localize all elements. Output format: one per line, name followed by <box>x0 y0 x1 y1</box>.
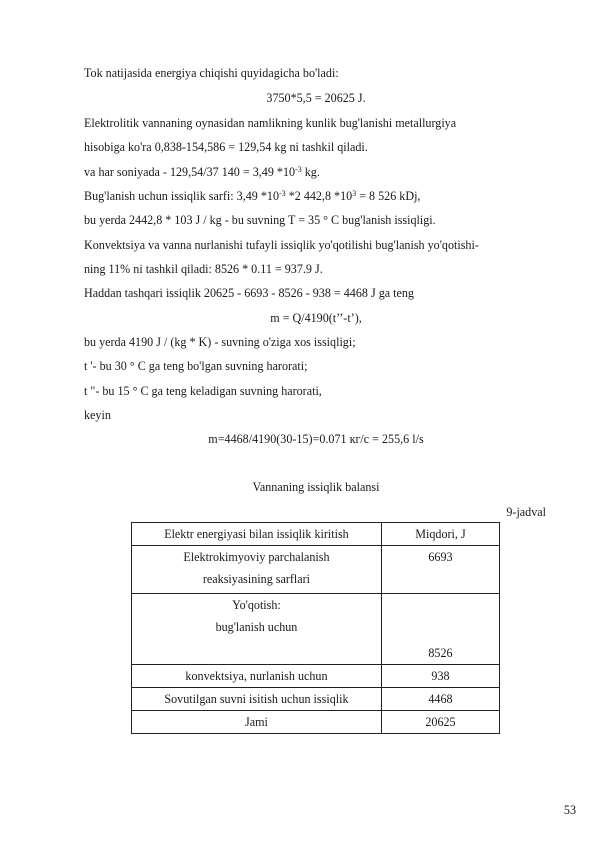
formula-line: m = Q/4190(t’’-t’), <box>270 311 362 325</box>
text-line: Konvektsiya va vanna nurlanishi tufayli issiqlik yo'qotilishi bug'lanish yo'qotishi- <box>84 238 479 252</box>
text-line: bu yerda 2442,8 * 103 J / kg - bu suvning T = 35 ° C bug'lanish issiqligi. <box>84 213 436 227</box>
table-cell: konvektsiya, nurlanish uchun <box>132 665 382 688</box>
table-cell: 938 <box>381 665 499 688</box>
text-line <box>84 189 420 203</box>
table-header-cell: Miqdori, J <box>381 523 499 546</box>
table-cell: 4468 <box>381 688 499 711</box>
text-line: hisobiga ko'ra 0,838-154,586 = 129,54 kg ni tashkil qiladi. <box>84 140 368 154</box>
text-line: Haddan tashqari issiqlik 20625 - 6693 - 8526 - 938 = 4468 J ga teng <box>84 286 414 300</box>
table-cell: 6693 <box>381 546 499 594</box>
table-header-row <box>132 523 500 546</box>
text-line: bu yerda 4190 J / (kg * K) - suvning o'ziga xos issiqligi; <box>84 335 356 349</box>
exponent: 3 <box>352 189 357 198</box>
page-number: 53 <box>563 803 576 817</box>
formula-line: 3750*5,5 = 20625 J. <box>266 91 366 105</box>
exponent: -3 <box>295 165 302 174</box>
cell-text: bug'lanish uchun <box>215 620 298 634</box>
text-segment: va har soniyada - 129,54/37 140 = 3,49 *10 <box>84 165 296 179</box>
text-line: t "- bu 15 ° C ga teng keladigan suvning harorati, <box>84 384 322 398</box>
table-label: 9-jadval <box>506 505 546 519</box>
heat-balance-table <box>131 522 500 734</box>
table-header-cell: Elektr energiyasi bilan issiqlik kiritish <box>132 523 382 546</box>
table-cell: Jami <box>132 711 382 734</box>
table-row <box>132 665 500 688</box>
table-row <box>132 711 500 734</box>
exponent: -3 <box>279 189 286 198</box>
table-row <box>132 546 500 594</box>
table-cell <box>132 546 382 594</box>
text-line: Elektrolitik vannaning oynasidan namlikning kunlik bug'lanishi metallurgiya <box>84 116 457 130</box>
table-row <box>132 594 500 665</box>
text-segment: kg. <box>301 165 320 179</box>
table-row <box>132 688 500 711</box>
text-line <box>84 165 320 179</box>
formula-line: m=4468/4190(30-15)=0.071 кг/с = 255,6 l/s <box>208 432 424 446</box>
table-title: Vannaning issiqlik balansi <box>252 480 380 494</box>
text-line: Tok natijasida energiya chiqishi quyidagicha bo'ladi: <box>84 66 339 80</box>
cell-text: Elektrokimyoviy parchalanish <box>183 550 330 564</box>
text-line: keyin <box>84 408 111 422</box>
table-cell: 20625 <box>381 711 499 734</box>
text-line: t '- bu 30 ° C ga teng bo'lgan suvning harorati; <box>84 359 308 373</box>
table-cell <box>132 594 382 665</box>
table-cell: 8526 <box>381 594 499 665</box>
cell-text: reaksiyasining sarflari <box>202 572 311 586</box>
text-line: ning 11% ni tashkil qiladi: 8526 * 0.11 = 937.9 J. <box>84 262 323 276</box>
cell-text: Yo'qotish: <box>232 598 281 612</box>
text-segment: *2 442,8 *10 <box>285 189 353 203</box>
text-segment: = 8 526 kDj, <box>356 189 421 203</box>
table-cell: Sovutilgan suvni isitish uchun issiqlik <box>132 688 382 711</box>
text-segment: Bug'lanish uchun issiqlik sarfi: 3,49 *10 <box>84 189 279 203</box>
